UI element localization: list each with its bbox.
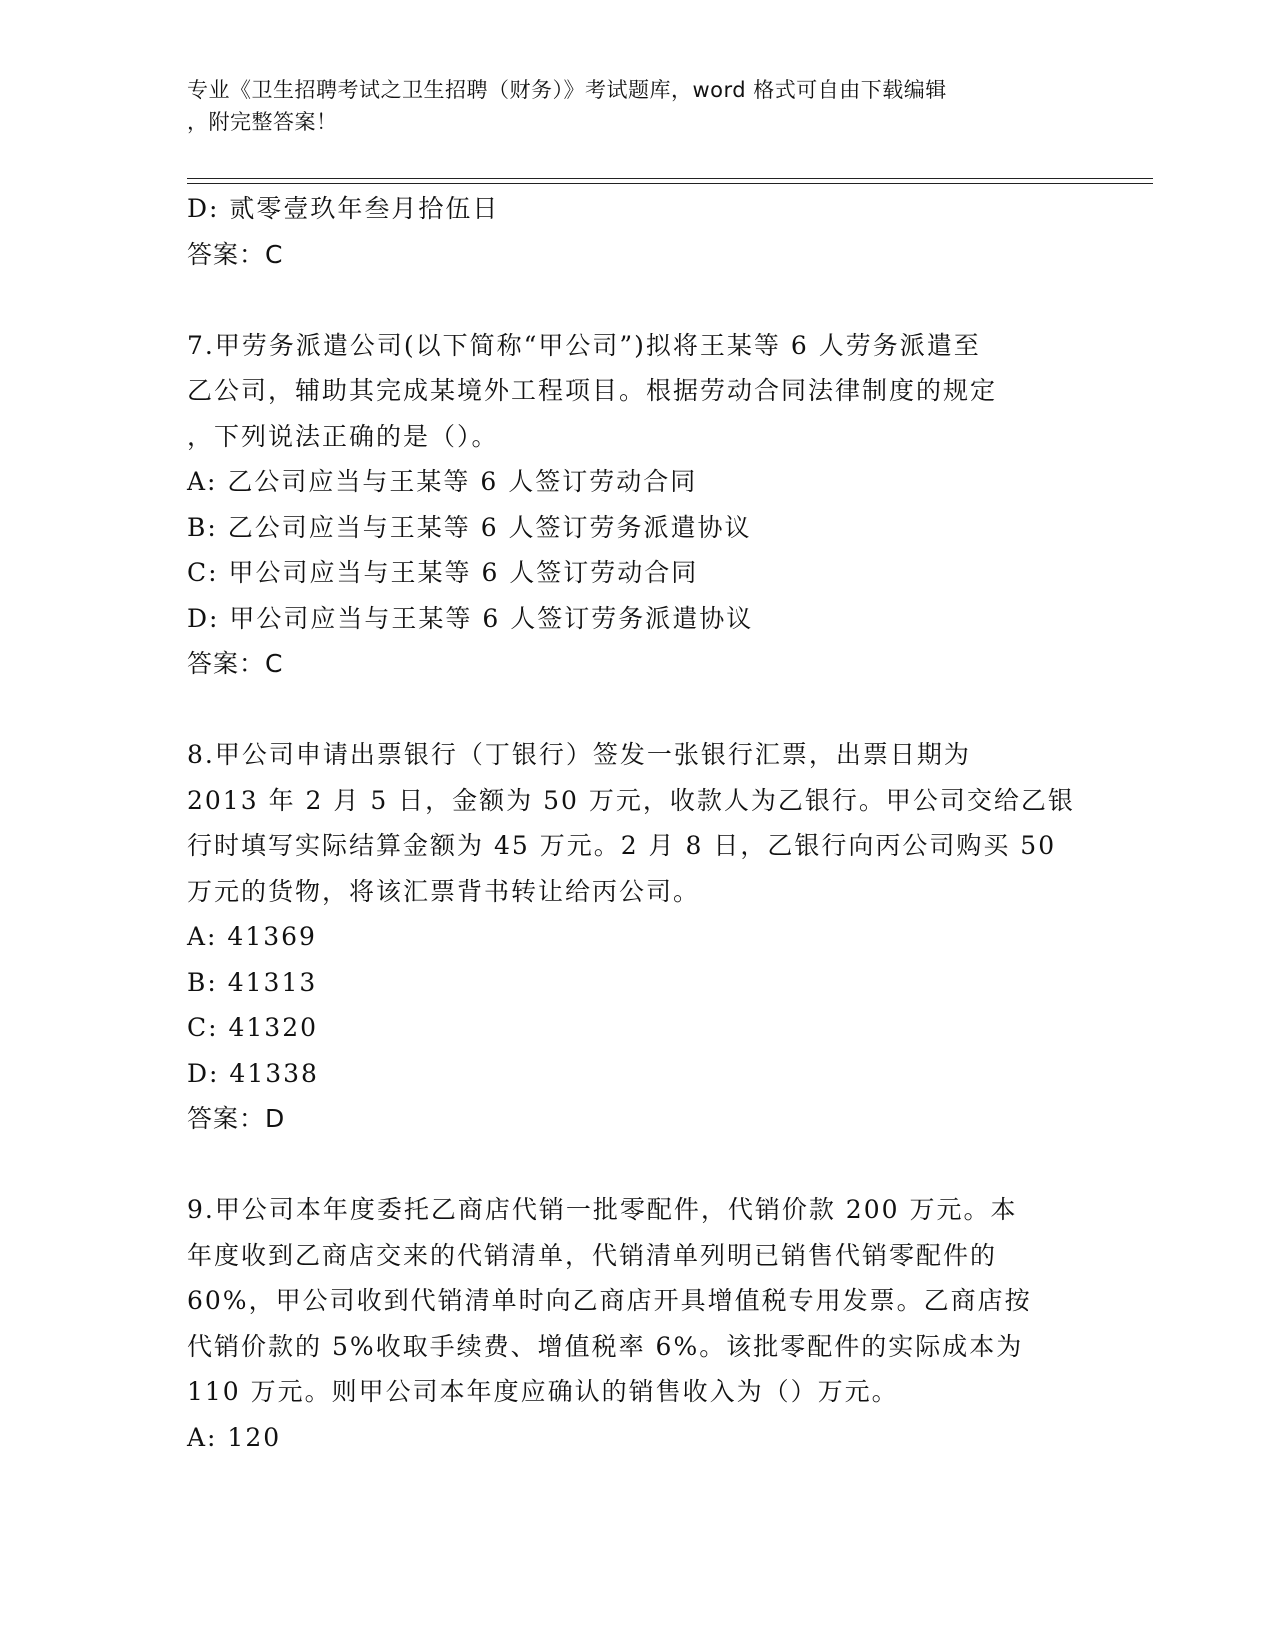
question-stem-line: 60%，甲公司收到代销清单时向乙商店开具增值税专用发票。乙商店按	[187, 1286, 1032, 1315]
question-stem-line: 9.甲公司本年度委托乙商店代销一批零配件，代销价款 200 万元。本	[187, 1195, 1018, 1224]
previous-question-tail	[187, 186, 1087, 277]
question-stem-line: 代销价款的 5%收取手续费、增值税率 6%。该批零配件的实际成本为	[187, 1331, 1024, 1361]
option-b: B: 乙公司应当与王某等 6 人签订劳务派遣协议	[187, 512, 752, 542]
document-header	[187, 74, 1067, 138]
spacer	[187, 687, 1087, 733]
question-stem-line: 乙公司，辅助其完成某境外工程项目。根据劳动合同法律制度的规定	[187, 376, 998, 405]
question-stem-line: 110 万元。则甲公司本年度应确认的销售收入为（）万元。	[187, 1377, 899, 1406]
question-stem-line: 8.甲公司申请出票银行（丁银行）签发一张银行汇票，出票日期为	[187, 740, 971, 769]
question-stem-line: ，下列说法正确的是（）。	[187, 421, 499, 451]
question-stem-line: 7.甲劳务派遣公司(以下简称“甲公司”)拟将王某等 6 人劳务派遣至	[187, 330, 981, 360]
option-c: C: 甲公司应当与王某等 6 人签订劳动合同	[187, 558, 699, 587]
spacer	[187, 277, 1087, 323]
spacer	[187, 1142, 1087, 1188]
question-stem-line: 2013 年 2 月 5 日，金额为 50 万元，收款人为乙银行。甲公司交给乙银	[187, 785, 1075, 815]
header-rule-top	[187, 178, 1153, 179]
option-d: D: 41338	[187, 1058, 319, 1088]
document-body	[187, 186, 1087, 1460]
option-a: A: 41369	[187, 922, 317, 951]
question-stem-line: 万元的货物，将该汇票背书转让给丙公司。	[187, 876, 701, 906]
option-b: B: 41313	[187, 967, 318, 997]
question-9	[187, 1187, 1087, 1460]
header-line-1: 专业《卫生招聘考试之卫生招聘（财务）》考试题库，word 格式可自由下载编辑	[187, 78, 947, 102]
option-d: D: 贰零壹玖年叁月拾伍日	[187, 194, 500, 223]
option-a: A: 120	[187, 1422, 282, 1452]
question-stem-line: 年度收到乙商店交来的代销清单，代销清单列明已销售代销零配件的	[187, 1240, 998, 1270]
header-line-2: ，附完整答案！	[187, 110, 338, 134]
question-7	[187, 323, 1087, 687]
option-d: D: 甲公司应当与王某等 6 人签订劳务派遣协议	[187, 603, 754, 633]
answer: 答案：C	[187, 239, 284, 269]
answer: 答案：C	[187, 649, 284, 678]
answer: 答案：D	[187, 1104, 286, 1133]
question-stem-line: 行时填写实际结算金额为 45 万元。2 月 8 日，乙银行向丙公司购买 50	[187, 831, 1057, 860]
option-a: A: 乙公司应当与王某等 6 人签订劳动合同	[187, 467, 698, 496]
header-rule-bottom	[187, 183, 1153, 184]
question-8	[187, 732, 1087, 1142]
option-c: C: 41320	[187, 1013, 319, 1042]
